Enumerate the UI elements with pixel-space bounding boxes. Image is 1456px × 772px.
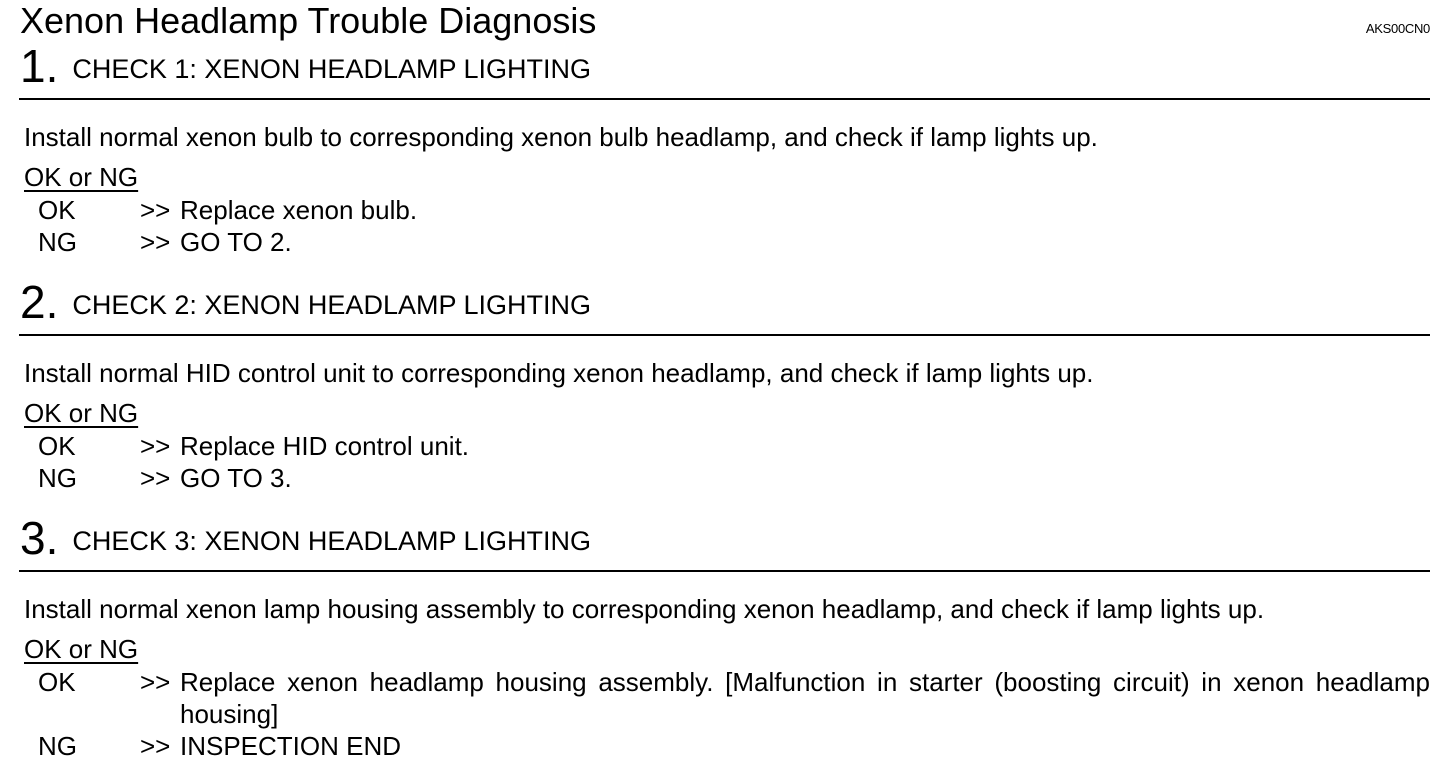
result-code: NG [38,731,77,761]
step-heading [20,276,591,328]
result-action: Replace xenon headlamp housing assembly. [Malfunction in starter (boosting circuit) in xenon headlamp housing] [180,667,1430,729]
section-divider [19,570,1430,572]
result-code: OK [38,667,76,697]
diagnosis-step-1 [0,40,1456,276]
result-action: Replace HID control unit. [180,431,470,461]
result-code: NG [38,463,77,493]
page-title: Xenon Headlamp Trouble Diagnosis [20,0,597,41]
step-instruction: Install normal HID control unit to corresponding xenon headlamp, and check if lamp lights up. [24,358,1094,388]
result-code: NG [38,227,77,257]
step-instruction: Install normal xenon bulb to corresponding xenon bulb headlamp, and check if lamp lights up. [24,122,1098,152]
ok-or-ng-label: OK or NG [24,162,139,192]
result-arrow: >> [140,227,171,257]
step-number: 3. [20,512,59,564]
result-arrow: >> [140,431,171,461]
section-divider [19,98,1430,100]
doc-code: AKS00CN0 [1365,21,1430,36]
result-arrow: >> [140,731,171,761]
result-arrow: >> [140,667,171,697]
step-number: 2. [20,276,59,328]
result-code: OK [38,431,76,461]
step-number: 1. [20,40,59,92]
step-instruction: Install normal xenon lamp housing assembly to corresponding xenon headlamp, and check if lamp lights up. [24,594,1265,624]
step-title: CHECK 2: XENON HEADLAMP LIGHTING [72,290,591,320]
step-title: CHECK 3: XENON HEADLAMP LIGHTING [72,526,591,556]
result-code: OK [38,195,76,225]
ok-or-ng-label: OK or NG [24,634,139,664]
result-action: GO TO 2. [180,227,292,257]
step-heading [20,40,591,92]
step-title: CHECK 1: XENON HEADLAMP LIGHTING [72,54,591,84]
result-action: GO TO 3. [180,463,292,493]
diagnosis-step-3 [0,512,1456,772]
result-arrow: >> [140,195,171,225]
step-heading [20,512,591,564]
section-divider [19,334,1430,336]
result-action: INSPECTION END [180,731,402,761]
result-arrow: >> [140,463,171,493]
ok-or-ng-label: OK or NG [24,398,139,428]
result-action: Replace xenon bulb. [180,195,418,225]
diagnosis-step-2 [0,276,1456,512]
